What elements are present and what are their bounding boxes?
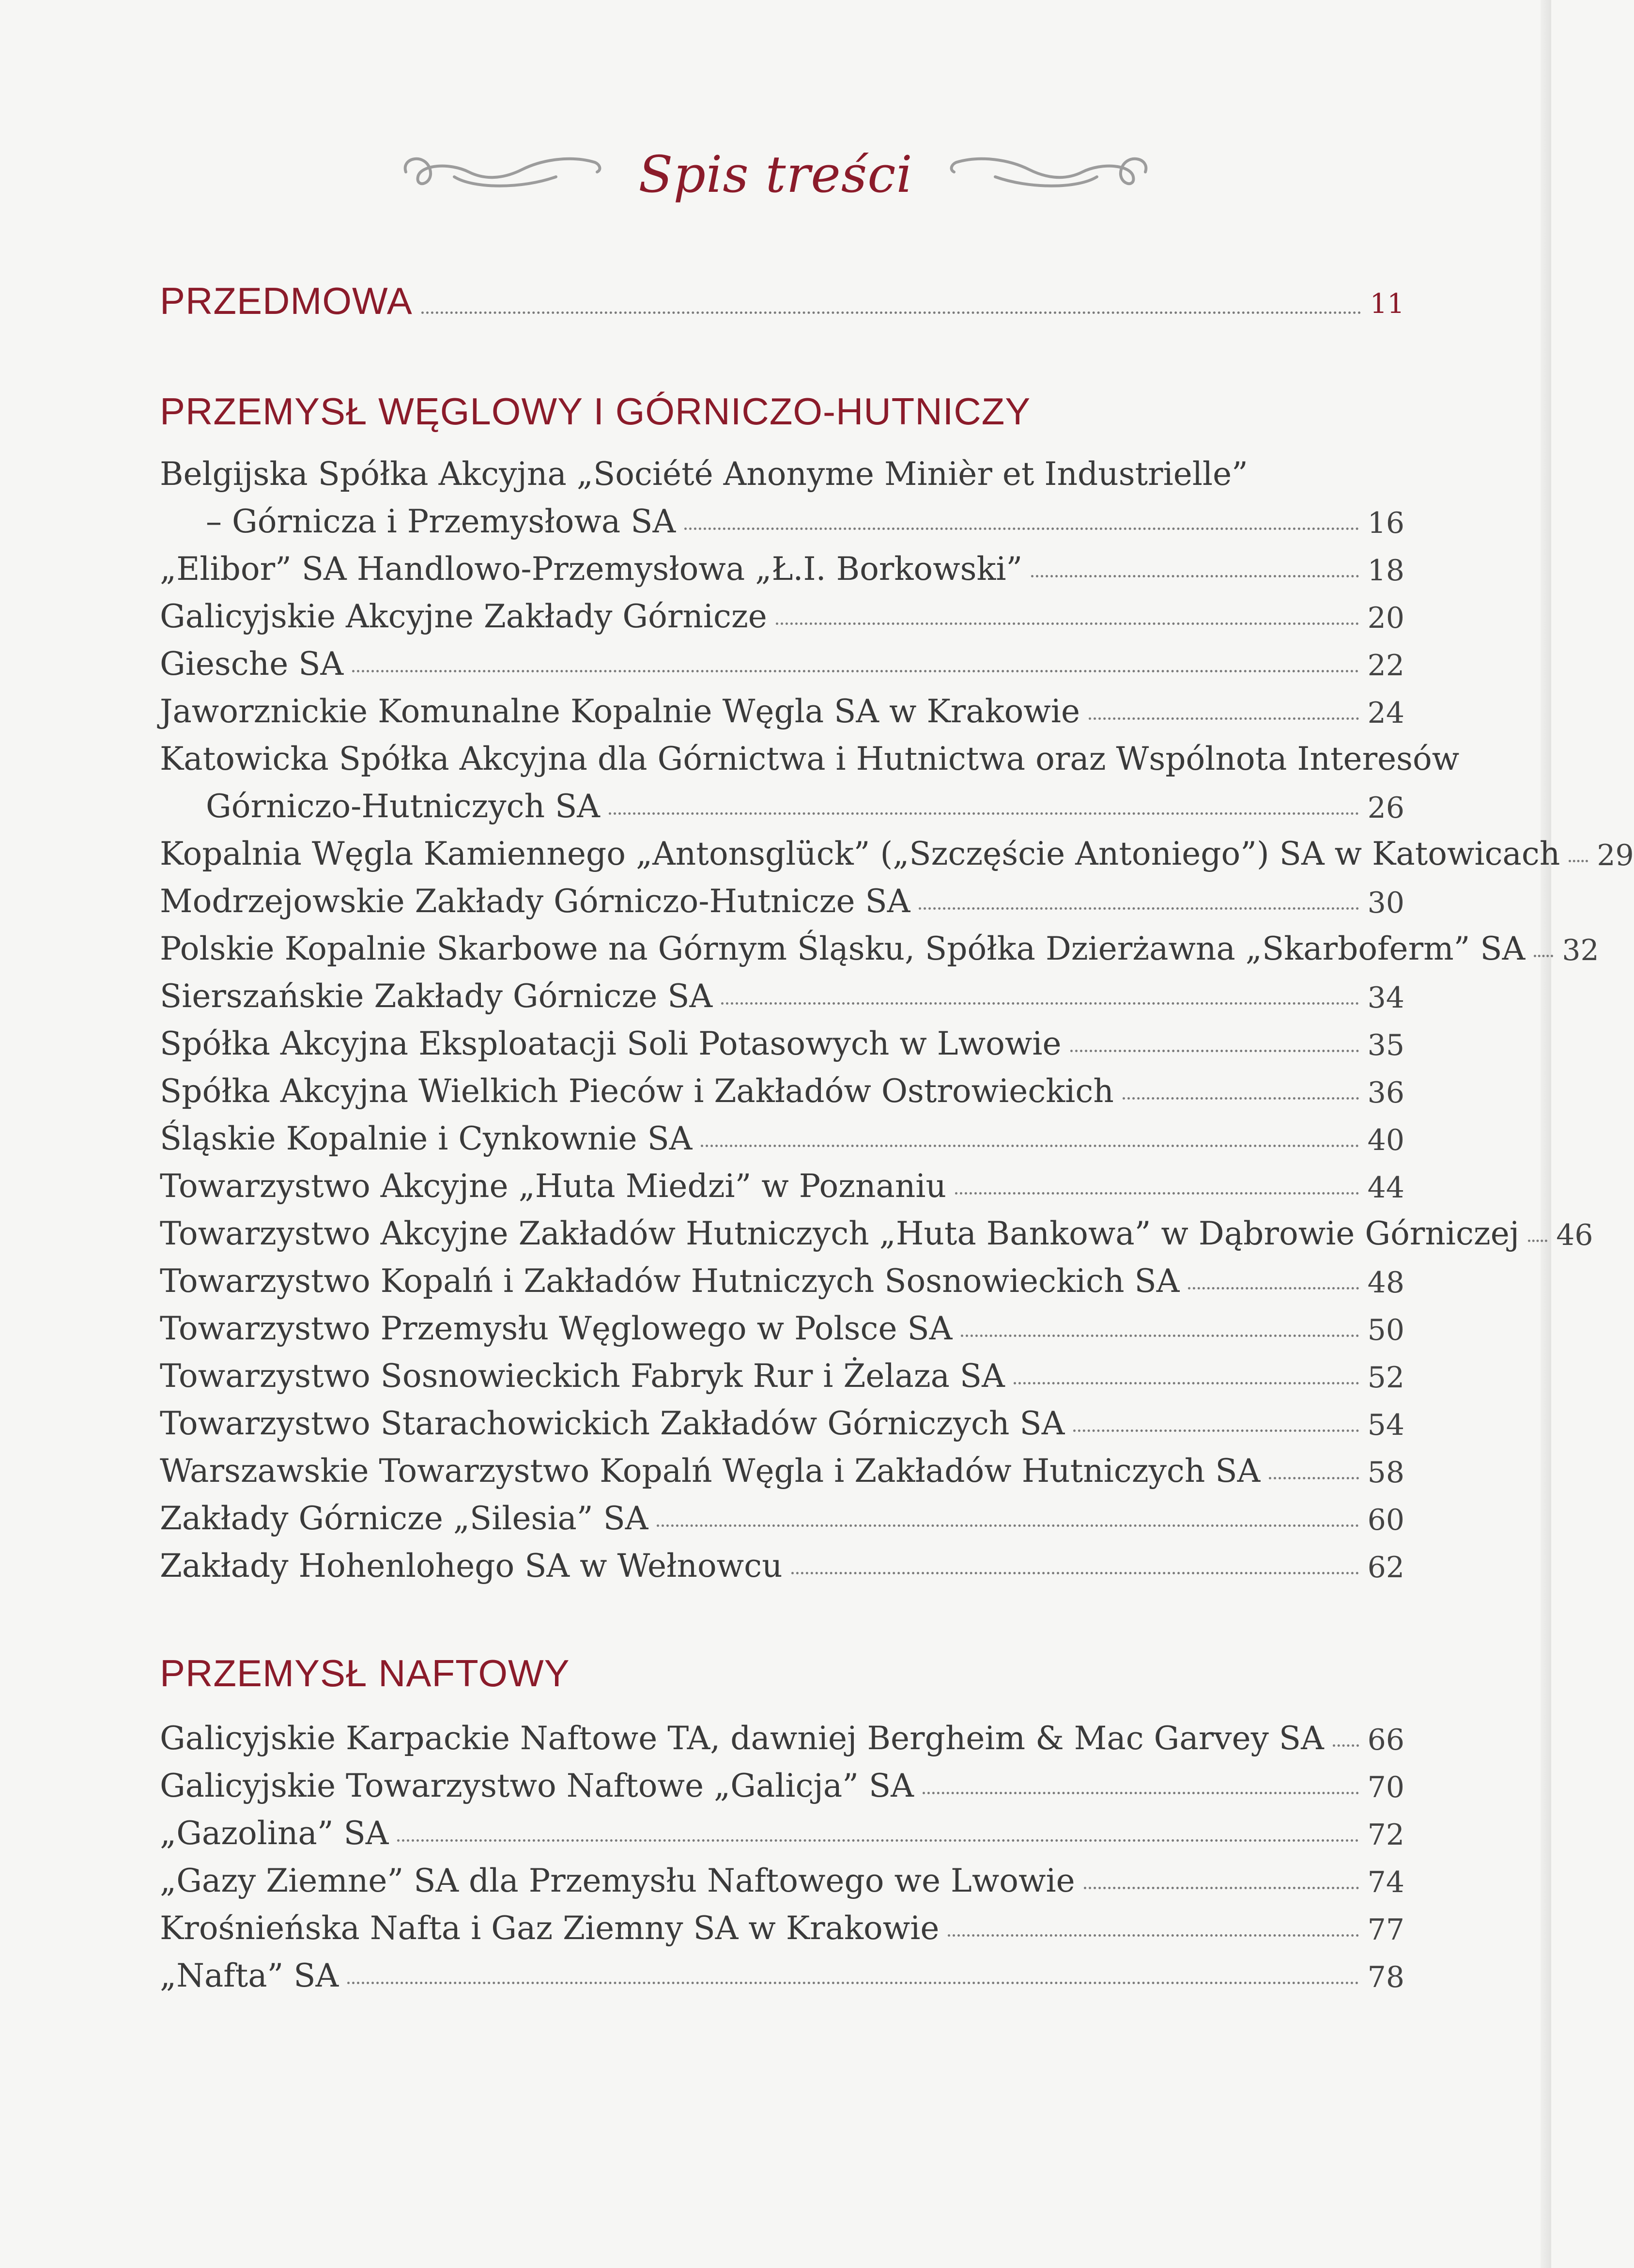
dot-leader [1188, 1287, 1358, 1289]
entry-page-number: 62 [1367, 1551, 1404, 1584]
entry-page-number: 24 [1367, 696, 1404, 730]
entry-page-number: 30 [1367, 886, 1404, 920]
dot-leader [919, 907, 1358, 910]
dot-leader [347, 1982, 1358, 1984]
toc-entry[interactable] [160, 1947, 1404, 1995]
entry-page-number: 32 [1562, 933, 1599, 967]
entry-page-number: 16 [1367, 506, 1404, 540]
entry-title: Śląskie Kopalnie i Cynkownie SA [160, 1120, 693, 1157]
dot-leader [1333, 1744, 1359, 1747]
entry-title: Jaworznickie Komunalne Kopalnie Węgla SA w Krakowie [160, 693, 1080, 730]
dot-leader [684, 528, 1359, 530]
entry-title: Warszawskie Towarzystwo Kopalń Węgla i Zakładów Hutniczych SA [160, 1452, 1261, 1490]
entry-page-number: 36 [1367, 1076, 1404, 1110]
toc-preface-row[interactable] [160, 271, 1404, 320]
dot-leader [776, 622, 1359, 625]
entry-title: Galicyjskie Towarzystwo Naftowe „Galicja” SA [160, 1767, 914, 1804]
section-oil [160, 1654, 1404, 1995]
entry-page-number: 74 [1367, 1865, 1404, 1899]
toc-entry[interactable] [160, 493, 1404, 541]
toc-entry[interactable] [160, 1538, 1404, 1585]
entry-title: Spółka Akcyjna Eksploatacji Soli Potasowych w Lwowie [160, 1025, 1062, 1062]
entry-page-number: 35 [1367, 1028, 1404, 1062]
preface-label: PRZEDMOWA [160, 280, 413, 322]
toc-entry[interactable] [160, 636, 1404, 683]
page-title: Spis treści [638, 145, 913, 204]
toc-entry[interactable] [160, 1158, 1404, 1205]
entry-title: Sierszańskie Zakłady Górnicze SA [160, 978, 713, 1015]
toc-entry[interactable] [160, 1253, 1404, 1300]
entry-page-number: 58 [1367, 1456, 1404, 1490]
toc-entry[interactable] [160, 1015, 1404, 1063]
preface-page: 11 [1370, 288, 1404, 320]
flourish-left-icon [396, 143, 604, 206]
dot-leader [701, 1145, 1358, 1147]
entry-title: Towarzystwo Sosnowieckich Fabryk Rur i Żelaza SA [160, 1357, 1005, 1395]
dot-leader [1528, 1240, 1547, 1242]
dot-leader [1070, 1050, 1359, 1052]
toc-entry[interactable] [160, 873, 1404, 920]
entry-page-number: 40 [1367, 1123, 1404, 1157]
dot-leader [1534, 955, 1553, 957]
section-entries [160, 1710, 1404, 1995]
dot-leader [961, 1335, 1358, 1337]
entry-title: Towarzystwo Kopalń i Zakładów Hutniczych Sosnowieckich SA [160, 1262, 1180, 1300]
entry-page-number: 34 [1367, 981, 1404, 1015]
entry-page-number: 18 [1367, 554, 1404, 588]
section-title: PRZEMYSŁ NAFTOWY [160, 1652, 570, 1694]
entry-title: Galicyjskie Karpackie Naftowe TA, dawniej Bergheim & Mac Garvey SA [160, 1720, 1324, 1757]
entry-title: Spółka Akcyjna Wielkich Pieców i Zakładów Ostrowieckich [160, 1072, 1114, 1110]
toc-entry[interactable] [160, 1710, 1404, 1757]
entry-title: „Nafta” SA [160, 1957, 339, 1994]
toc-entry[interactable] [160, 1300, 1404, 1348]
entry-page-number: 29 [1597, 839, 1634, 872]
entry-page-number: 78 [1367, 1960, 1404, 1994]
dot-leader [1084, 1887, 1359, 1889]
dot-leader [1569, 860, 1588, 862]
toc-entry[interactable] [160, 1110, 1404, 1158]
section-title: PRZEMYSŁ WĘGLOWY I GÓRNICZO-HUTNICZY [160, 390, 1031, 433]
toc-entry[interactable] [160, 541, 1404, 588]
entry-title: Belgijska Spółka Akcyjna „Société Anonyme Minièr et Industrielle” [160, 455, 1248, 493]
toc-entry[interactable] [160, 968, 1404, 1015]
toc-entry[interactable] [160, 920, 1599, 968]
toc-entry[interactable] [160, 1443, 1404, 1490]
dot-leader [421, 311, 1361, 314]
entry-title: Towarzystwo Akcyjne Zakładów Hutniczych „Huta Bankowa” w Dąbrowie Górniczej [160, 1215, 1520, 1252]
entry-title: Zakłady Górnicze „Silesia” SA [160, 1500, 648, 1537]
toc-entry[interactable] [160, 1063, 1404, 1110]
toc-entry[interactable] [160, 1348, 1404, 1395]
entry-title: Towarzystwo Starachowickich Zakładów Górniczych SA [160, 1405, 1065, 1442]
dot-leader [923, 1792, 1359, 1794]
entry-title: Górniczo-Hutniczych SA [206, 788, 600, 825]
toc-entry[interactable] [160, 683, 1404, 730]
toc-entry[interactable] [160, 730, 1460, 778]
entry-page-number: 20 [1367, 601, 1404, 635]
dot-leader [609, 812, 1359, 815]
entry-page-number: 54 [1367, 1408, 1404, 1442]
entry-page-number: 77 [1367, 1913, 1404, 1947]
toc-entry[interactable] [160, 1805, 1404, 1852]
entry-title: Katowicka Spółka Akcyjna dla Górnictwa i Hutnictwa oraz Wspólnota Interesów [160, 740, 1460, 777]
dot-leader [721, 1002, 1358, 1005]
entry-page-number: 26 [1367, 791, 1404, 825]
dot-leader [955, 1192, 1359, 1195]
entry-title: Polskie Kopalnie Skarbowe na Górnym Śląsku, Spółka Dzierżawna „Skarboferm” SA [160, 930, 1526, 967]
entry-title: Krośnieńska Nafta i Gaz Ziemny SA w Krakowie [160, 1910, 940, 1947]
dot-leader [948, 1934, 1358, 1937]
toc-entry[interactable] [160, 778, 1404, 825]
entry-title: Kopalnia Węgla Kamiennego „Antonsglück” („Szczęście Antoniego”) SA w Katowicach [160, 835, 1560, 872]
toc-entry[interactable] [160, 1395, 1404, 1443]
entry-page-number: 70 [1367, 1771, 1404, 1804]
toc-entry[interactable] [160, 825, 1634, 873]
entry-title: „Elibor” SA Handlowo-Przemysłowa „Ł.I. Borkowski” [160, 550, 1023, 588]
dot-leader [397, 1839, 1358, 1842]
entry-title: Zakłady Hohenlohego SA w Wełnowcu [160, 1547, 783, 1584]
entry-title: „Gazolina” SA [160, 1815, 389, 1852]
dot-leader [1031, 575, 1358, 577]
dot-leader [1014, 1382, 1359, 1384]
section-coal-mining [160, 390, 1634, 1585]
toc-entry[interactable] [160, 446, 1404, 493]
entry-title: – Górnicza i Przemysłowa SA [206, 503, 676, 540]
dot-leader [657, 1524, 1358, 1527]
entry-title: Modrzejowskie Zakłady Górniczo-Hutnicze SA [160, 883, 910, 920]
entry-page-number: 72 [1367, 1818, 1404, 1852]
entry-title: Towarzystwo Przemysłu Węglowego w Polsce SA [160, 1310, 953, 1347]
toc-entry[interactable] [160, 1852, 1404, 1900]
toc-entry[interactable] [160, 588, 1404, 636]
entry-title: Galicyjskie Akcyjne Zakłady Górnicze [160, 598, 767, 635]
dot-leader [1269, 1477, 1358, 1479]
entry-page-number: 52 [1367, 1361, 1404, 1395]
page-edge [1541, 0, 1551, 2268]
entry-page-number: 44 [1367, 1171, 1404, 1205]
toc-entry[interactable] [160, 1205, 1593, 1253]
dot-leader [1073, 1429, 1358, 1432]
dot-leader [352, 670, 1358, 672]
entry-title: „Gazy Ziemne” SA dla Przemysłu Naftowego we Lwowie [160, 1862, 1075, 1899]
section-entries [160, 446, 1634, 1585]
dot-leader [1089, 717, 1359, 720]
toc-entry[interactable] [160, 1490, 1404, 1538]
entry-page-number: 50 [1367, 1313, 1404, 1347]
title-row [0, 126, 1551, 223]
toc-entry[interactable] [160, 1900, 1404, 1947]
entry-page-number: 66 [1367, 1723, 1404, 1757]
flourish-right-icon [947, 143, 1155, 206]
entry-page-number: 48 [1367, 1266, 1404, 1300]
entry-title: Towarzystwo Akcyjne „Huta Miedzi” w Poznaniu [160, 1167, 946, 1205]
entry-title: Giesche SA [160, 645, 344, 683]
preface [160, 271, 1404, 320]
dot-leader [1123, 1097, 1359, 1100]
entry-page-number: 60 [1367, 1503, 1404, 1537]
dot-leader [791, 1572, 1359, 1574]
entry-page-number: 46 [1556, 1218, 1593, 1252]
toc-entry[interactable] [160, 1757, 1404, 1805]
entry-page-number: 22 [1367, 649, 1404, 683]
